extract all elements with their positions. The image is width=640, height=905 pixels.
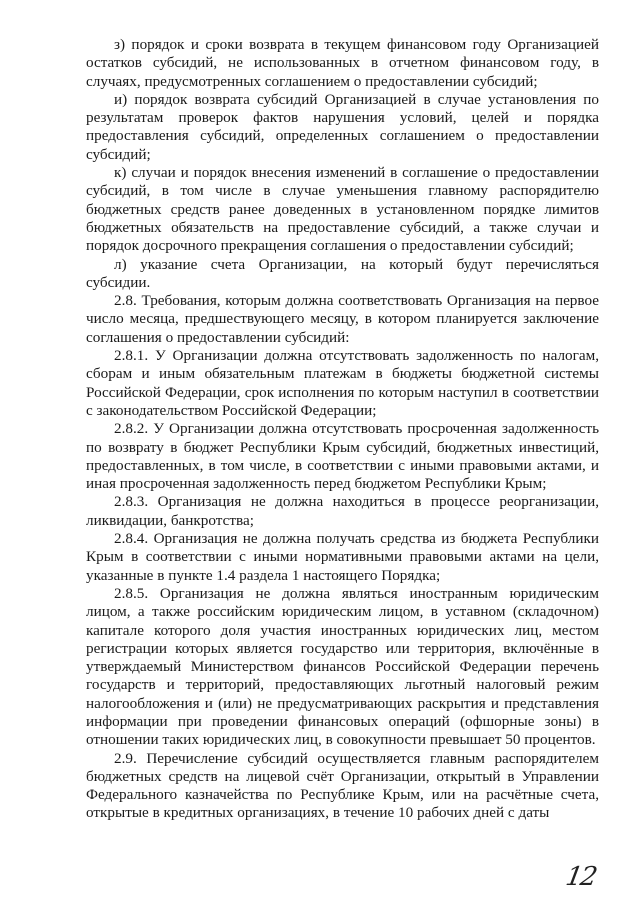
paragraph-2-8: 2.8. Требования, которым должна соответствовать Организация на первое число месяца, предшествующего месяцу, в котором планируется заключение соглашения о предоставлении субсидий: <box>86 292 599 346</box>
paragraph-z: з) порядок и сроки возврата в текущем финансовом году Организацией остатков субсидий, не использованных в отчетном финансовом году, в случаях, предусмотренных соглашением о предоставлении субсидий; <box>86 36 599 90</box>
handwritten-page-number: 12 <box>563 862 598 892</box>
paragraph-2-8-1: 2.8.1. У Организации должна отсутствовать задолженность по налогам, сборам и иным обязательным платежам в бюджеты бюджетной системы Российской Федерации, срок исполнения по которым наступил в соответствии с законодательством Российской Федерации; <box>86 347 599 419</box>
paragraph-k: к) случаи и порядок внесения изменений в соглашение о предоставлении субсидий, в том числе в случае уменьшения главному распорядителю бюджетных средств ранее доведенных в установленном порядке лимитов бюджетных обязательств на предоставление субсидий, а также случаи и порядок досрочного прекращения соглашения о предоставлении субсидий; <box>86 164 599 255</box>
document-body <box>86 36 599 823</box>
paragraph-i: и) порядок возврата субсидий Организацией в случае установления по результатам проверок фактов нарушения условий, целей и порядка предоставления субсидий, определенных соглашением о предоставлении субсидий; <box>86 90 599 163</box>
paragraph-2-8-2: 2.8.2. У Организации должна отсутствовать просроченная задолженность по возврату в бюджет Республики Крым субсидий, бюджетных инвестиций, предоставленных, в том числе, в соответствии с иными правовыми актами, и иная просроченная задолженность перед бюджетом Республики Крым; <box>86 420 599 493</box>
paragraph-2-9: 2.9. Перечисление субсидий осуществляется главным распорядителем бюджетных средств на лицевой счёт Организации, открытый в Управлении Федерального казначейства по Республике Крым, или на расчётные счета, открытые в кредитных организациях, в течение 10 рабочих дней с даты <box>86 749 599 822</box>
paragraph-2-8-5: 2.8.5. Организация не должна являться иностранным юридическим лицом, а также российским юридическим лицом, в уставном (складочном) капитале которого доля участия иностранных юридических лиц, местом регистрации которых является государство или территория, включённые в утверждаемый Министерством финансов Российской Федерации перечень государств и территорий, предоставляющих льготный налоговый режим налогообложения и (или) не предусматривающих раскрытия и представления информации при проведении финансовых операций (офшорные зоны) в отношении таких юридических лиц, в совокупности превышает 50 процентов. <box>86 584 599 749</box>
paragraph-2-8-3: 2.8.3. Организация не должна находиться в процессе реорганизации, ликвидации, банкротства; <box>86 493 599 529</box>
paragraph-l: л) указание счета Организации, на который будут перечисляться субсидии. <box>86 255 599 291</box>
paragraph-2-8-4: 2.8.4. Организация не должна получать средства из бюджета Республики Крым в соответствии с иными нормативными правовыми актами на цели, указанные в пункте 1.4 раздела 1 настоящего Порядка; <box>86 530 599 584</box>
